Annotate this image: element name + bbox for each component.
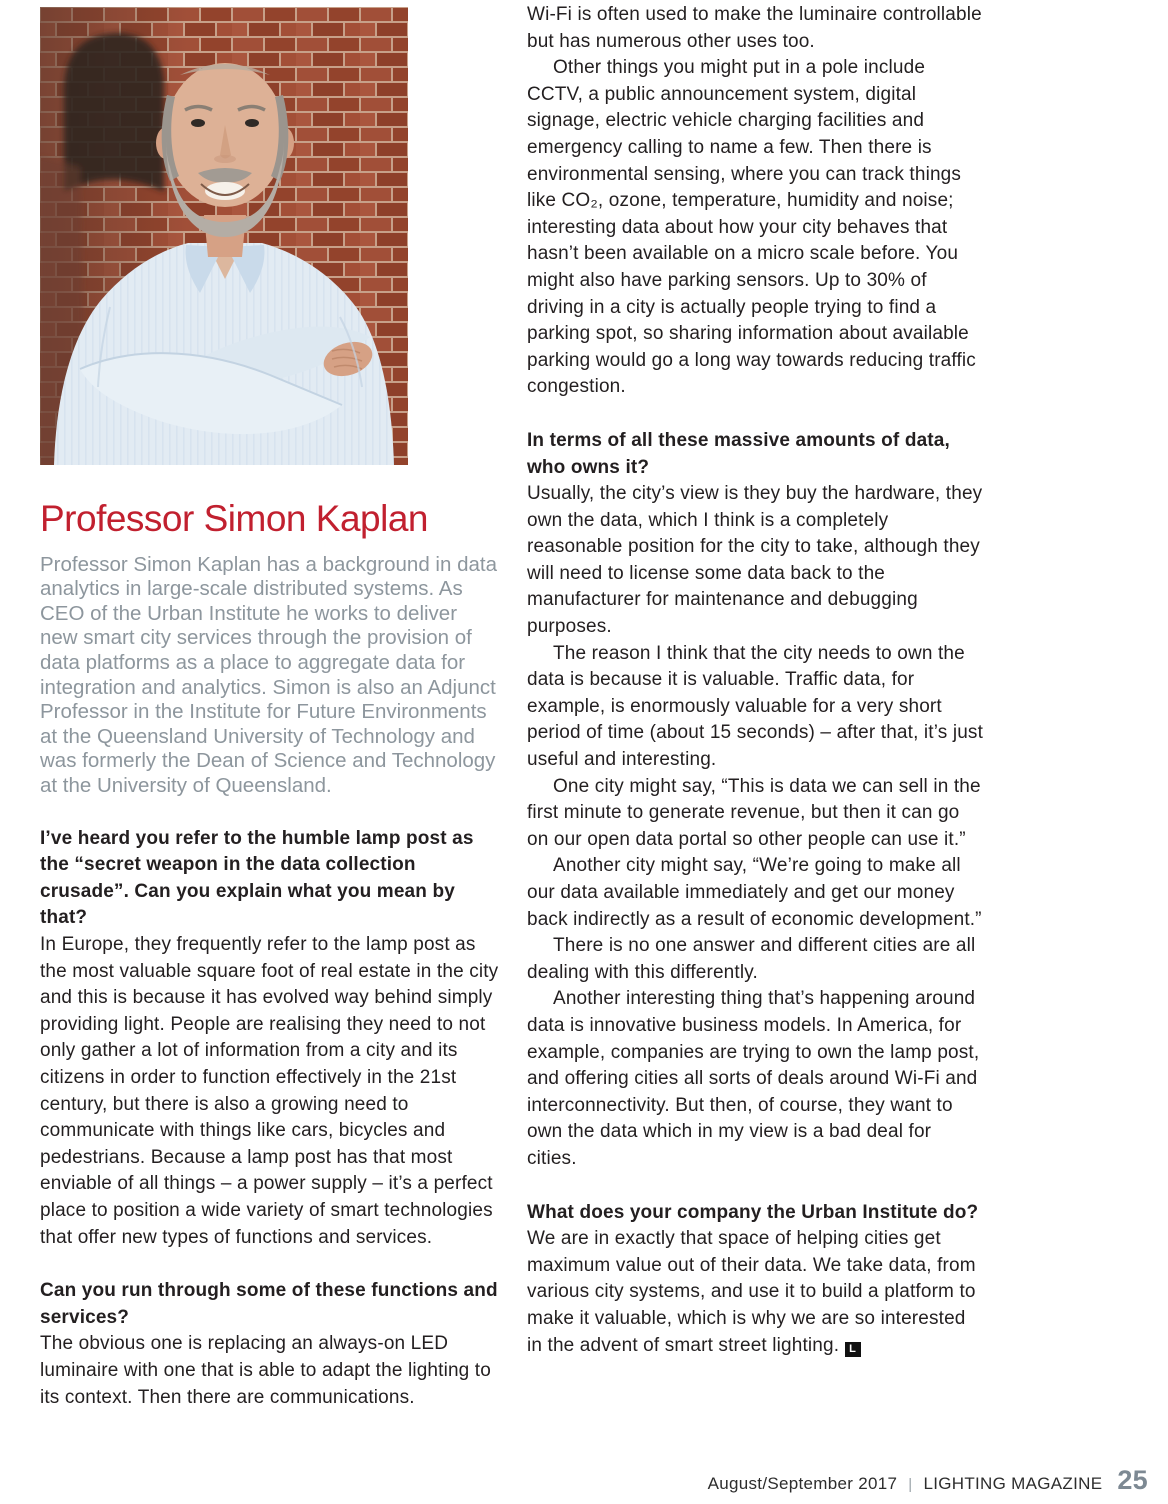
interview-answer-paragraph: Usually, the city’s view is they buy the hardware, they own the data, which I think is a completely reasonable position for the city to take, although they will need to license some data back to the manufacturer for maintenance and debugging purposes. <box>527 483 983 638</box>
interview-answer-paragraph: The obvious one is replacing an always-on LED luminaire with one that is able to adapt the lighting to its context. Then there are communications. <box>40 1333 491 1408</box>
portrait-photo <box>40 7 408 465</box>
interview-answer-paragraph: The reason I think that the city needs to own the data is because it is valuable. Traffic data, for example, is enormously valuable for a very short period of time (about 15 seconds) – after that, it’s just useful and interesting. <box>527 642 983 771</box>
interview-answer-paragraph: We are in exactly that space of helping cities get maximum value out of their data. We take data, from various city systems, and use it to build a platform to make it valuable, which is why we are so interested in the advent of smart street lighting. L <box>527 1228 976 1356</box>
footer-page-number: 25 <box>1117 1465 1148 1495</box>
interview-question: I’ve heard you refer to the humble lamp post as the “secret weapon in the data collection crusade”. Can you explain what you mean by that? <box>40 827 474 929</box>
left-column-interview-text <box>40 826 500 1411</box>
interview-answer-paragraph: Wi-Fi is often used to make the luminaire controllable but has numerous other uses too. <box>527 4 982 52</box>
page-footer <box>708 1465 1148 1496</box>
interview-question: What does your company the Urban Institute do? <box>527 1201 979 1223</box>
interview-answer-paragraph: There is no one answer and different cities are all dealing with this differently. <box>527 935 976 983</box>
article-intro-bio: Professor Simon Kaplan has a background in data analytics in large-scale distributed systems. As CEO of the Urban Institute he works to deliver new smart city services through the provision of data platforms as a place to aggregate data for integration and analytics. Simon is also an Adjunct Professor in the Institute for Future Environments at the Queensland University of Technology and was formerly the Dean of Science and Technology at the University of Queensland. <box>40 552 497 798</box>
article-end-mark-icon: L <box>845 1342 861 1357</box>
article-title: Professor Simon Kaplan <box>40 498 428 539</box>
interview-question: Can you run through some of these functions and services? <box>40 1280 498 1328</box>
interview-answer-paragraph: In Europe, they frequently refer to the lamp post as the most valuable square foot of real estate in the city and this is because it has evolved way behind simply providing light. People are realising they need to not only gather a lot of information from a city and its citizens in order to function effectively in the 21st century, but there is also a growing need to communicate with things like cars, bicycles and pedestrians. Because a lamp post has that most enviable of all things – a power supply – it’s a perfect place to position a wide variety of smart technologies that offer new types of functions and services. <box>40 934 499 1248</box>
portrait-photo-illustration <box>40 7 408 465</box>
right-column-interview-text <box>527 2 985 1359</box>
left-column <box>40 7 500 1411</box>
footer-separator: | <box>908 1476 913 1493</box>
interview-answer-paragraph: One city might say, “This is data we can sell in the first minute to generate revenue, but then it can go on our open data portal so other people can use it.” <box>527 775 981 850</box>
interview-answer-paragraph: Another city might say, “We’re going to make all our data available immediately and get our money back indirectly as a result of economic development.” <box>527 855 982 930</box>
footer-magazine-name: LIGHTING MAGAZINE <box>923 1474 1103 1493</box>
interview-question: In terms of all these massive amounts of data, who owns it? <box>527 429 950 478</box>
footer-issue-date: August/September 2017 <box>707 1474 898 1493</box>
interview-answer-paragraph: Other things you might put in a pole include CCTV, a public announcement system, digital signage, electric vehicle charging facilities and emergency calling to name a few. Then there is environmental sensing, where you can track things like CO₂, ozone, temperature, humidity and noise; interesting data about how your city behaves that hasn’t been available on a micro scale before. You might also have parking sensors. Up to 30% of driving in a city is actually people trying to find a parking spot, so sharing information about available parking would go a long way towards reducing traffic congestion. <box>527 57 976 398</box>
right-column <box>527 2 985 1359</box>
interview-answer-paragraph: Another interesting thing that’s happening around data is innovative business models. In America, for example, companies are trying to own the lamp post, and offering cities all sorts of deals around Wi-Fi and interconnectivity. But then, of course, they want to own the data which in my view is a bad deal for cities. <box>527 988 980 1169</box>
